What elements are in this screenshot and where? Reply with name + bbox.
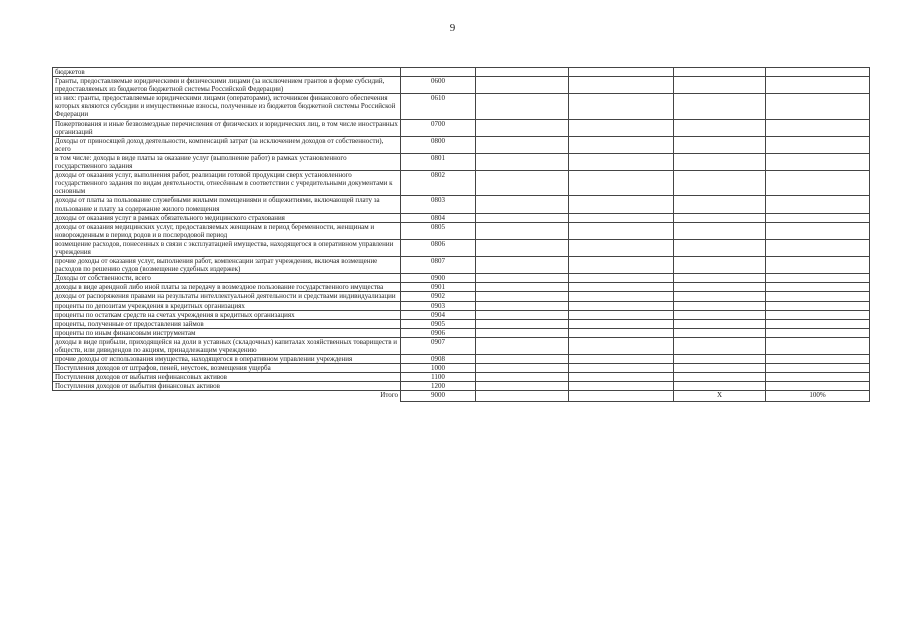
row-cell-d [766, 222, 870, 239]
row-cell-a [476, 328, 569, 337]
row-cell-a [476, 153, 569, 170]
table-row [53, 319, 870, 328]
row-code: 0800 [401, 136, 476, 153]
row-name: Поступления доходов от выбытия финансовых активов [53, 382, 401, 391]
total-code: 9000 [401, 391, 476, 402]
row-cell-c [674, 355, 766, 364]
table-row [53, 196, 870, 213]
row-code: 0902 [401, 292, 476, 301]
row-cell-c [674, 328, 766, 337]
row-cell-b [569, 257, 674, 274]
row-cell-a [476, 283, 569, 292]
table-row [53, 213, 870, 222]
row-cell-b [569, 301, 674, 310]
row-name: доходы в виде арендной либо иной платы за передачу в возмездное пользование государственного имущества [53, 283, 401, 292]
row-cell-a [476, 239, 569, 256]
row-name: Гранты, предоставляемые юридическими и физическими лицами (за исключением грантов в форме субсидий, предоставляемых из бюджетов бюджетной системы Российской Федерации) [53, 77, 401, 94]
row-cell-c [674, 153, 766, 170]
row-cell-a [476, 355, 569, 364]
row-cell-d [766, 337, 870, 354]
row-cell-c [674, 119, 766, 136]
row-cell-c [674, 364, 766, 373]
row-cell-d [766, 373, 870, 382]
row-name: Пожертвования и иные безвозмездные перечисления от физических и юридических лиц, в том числе иностранных организаций [53, 119, 401, 136]
table-row [53, 239, 870, 256]
row-name: доходы от распоряжения правами на результаты интеллектуальной деятельности и средствами индивидуализации [53, 292, 401, 301]
table-row [53, 136, 870, 153]
row-cell-b [569, 119, 674, 136]
row-cell-b [569, 283, 674, 292]
table-row [53, 382, 870, 391]
row-cell-d [766, 310, 870, 319]
row-name: доходы в виде прибыли, приходящейся на доли в уставных (складочных) капиталах хозяйственных товариществ и обществ, или дивидендов по акциям, принадлежащим учреждению [53, 337, 401, 354]
row-cell-d [766, 136, 870, 153]
row-name: доходы от оказания услуг, выполнения работ, реализации готовой продукции сверх установленного государственного задания по видам деятельности, отнесённым в соответствии с учредительными документами к основным [53, 171, 401, 196]
row-code: 1000 [401, 364, 476, 373]
table-row [53, 310, 870, 319]
row-code: 0803 [401, 196, 476, 213]
row-cell-a [476, 373, 569, 382]
row-name: проценты по иным финансовым инструментам [53, 328, 401, 337]
row-cell-d [766, 355, 870, 364]
row-name: в том числе: доходы в виде платы за оказание услуг (выполнение работ) в рамках установленного государственного задания [53, 153, 401, 170]
table-row [53, 355, 870, 364]
table-body [53, 68, 870, 391]
row-cell-c [674, 77, 766, 94]
row-code: 1100 [401, 373, 476, 382]
row-cell-d [766, 239, 870, 256]
row-cell-c [674, 257, 766, 274]
row-name: из них: гранты, предоставляемые юридическими лицами (операторами), источником финансового обеспечения которых являются субсидии и имущественные взносы, полученные из бюджетов бюджетной системы Российской Федерации [53, 94, 401, 119]
row-code: 0904 [401, 310, 476, 319]
row-cell-a [476, 337, 569, 354]
table-row [53, 337, 870, 354]
row-name: проценты по депозитам учреждения в кредитных организациях [53, 301, 401, 310]
row-cell-c [674, 292, 766, 301]
row-cell-a [476, 77, 569, 94]
row-cell-c [674, 283, 766, 292]
total-row [53, 391, 870, 402]
row-cell-c [674, 222, 766, 239]
row-cell-c [674, 301, 766, 310]
table-row [53, 222, 870, 239]
row-name: Поступления доходов от штрафов, пеней, неустоек, возмещения ущерба [53, 364, 401, 373]
row-code: 0610 [401, 94, 476, 119]
row-cell-d [766, 382, 870, 391]
row-code: 0903 [401, 301, 476, 310]
row-cell-c [674, 239, 766, 256]
row-cell-b [569, 355, 674, 364]
row-name: Доходы от приносящей доход деятельности, компенсаций затрат (за исключением доходов от собственности), всего [53, 136, 401, 153]
row-cell-c [674, 274, 766, 283]
row-code: 0805 [401, 222, 476, 239]
row-code: 0600 [401, 77, 476, 94]
row-cell-a [476, 382, 569, 391]
table-row [53, 301, 870, 310]
table-row [53, 77, 870, 94]
row-cell-a [476, 119, 569, 136]
row-name: прочие доходы от оказания услуг, выполнения работ, компенсации затрат учреждения, включая возмещение расходов по решению судов (возмещение судебных издержек) [53, 257, 401, 274]
total-cell-d: 100% [766, 391, 870, 402]
row-cell-c [674, 382, 766, 391]
row-cell-c [674, 136, 766, 153]
row-cell-d [766, 68, 870, 77]
table-row [53, 68, 870, 77]
row-name: доходы от платы за пользование служебными жилыми помещениями и общежитиями, включающей плату за пользование и плату за содержание жилого помещения [53, 196, 401, 213]
row-cell-a [476, 171, 569, 196]
row-name: доходы от оказания медицинских услуг, предоставляемых женщинам в период беременности, женщинам и новорожденным в период родов и в послеродовой период [53, 222, 401, 239]
row-code: 0901 [401, 283, 476, 292]
row-cell-b [569, 153, 674, 170]
total-cell-c: X [674, 391, 766, 402]
row-cell-d [766, 77, 870, 94]
total-label: Итого [53, 391, 401, 402]
row-cell-a [476, 292, 569, 301]
row-cell-b [569, 319, 674, 328]
row-cell-a [476, 136, 569, 153]
row-name: проценты по остаткам средств на счетах учреждения в кредитных организациях [53, 310, 401, 319]
row-cell-c [674, 171, 766, 196]
row-name: Поступления доходов от выбытия нефинансовых активов [53, 373, 401, 382]
row-cell-b [569, 222, 674, 239]
row-cell-b [569, 239, 674, 256]
row-name: доходы от оказания услуг в рамках обязательного медицинского страхования [53, 213, 401, 222]
row-cell-a [476, 213, 569, 222]
row-cell-d [766, 153, 870, 170]
row-code: 0806 [401, 239, 476, 256]
table-row [53, 364, 870, 373]
row-name: возмещение расходов, понесенных в связи с эксплуатацией имущества, находящегося в оперативном управлении учреждения [53, 239, 401, 256]
row-cell-d [766, 171, 870, 196]
row-cell-c [674, 68, 766, 77]
row-cell-b [569, 328, 674, 337]
row-code: 0907 [401, 337, 476, 354]
row-cell-d [766, 119, 870, 136]
row-code: 0905 [401, 319, 476, 328]
row-cell-a [476, 68, 569, 77]
row-cell-a [476, 274, 569, 283]
row-cell-b [569, 310, 674, 319]
table-row [53, 274, 870, 283]
row-cell-b [569, 337, 674, 354]
row-code: 0700 [401, 119, 476, 136]
total-cell-a [476, 391, 569, 402]
row-name: бюджетов [53, 68, 401, 77]
row-cell-a [476, 196, 569, 213]
row-code: 0801 [401, 153, 476, 170]
row-cell-a [476, 364, 569, 373]
row-code: 0802 [401, 171, 476, 196]
row-cell-b [569, 373, 674, 382]
row-cell-a [476, 310, 569, 319]
row-code: 1200 [401, 382, 476, 391]
row-cell-a [476, 301, 569, 310]
table-row [53, 94, 870, 119]
table-row [53, 283, 870, 292]
table-row [53, 328, 870, 337]
row-cell-d [766, 301, 870, 310]
row-cell-c [674, 310, 766, 319]
row-cell-b [569, 364, 674, 373]
row-cell-d [766, 319, 870, 328]
table-row [53, 373, 870, 382]
row-cell-c [674, 213, 766, 222]
row-cell-b [569, 196, 674, 213]
row-code: 0900 [401, 274, 476, 283]
row-cell-b [569, 292, 674, 301]
row-cell-b [569, 382, 674, 391]
row-cell-b [569, 94, 674, 119]
row-cell-d [766, 328, 870, 337]
table-row [53, 153, 870, 170]
row-cell-a [476, 222, 569, 239]
row-name: прочие доходы от использования имущества, находящегося в оперативном управлении учреждения [53, 355, 401, 364]
row-cell-c [674, 373, 766, 382]
row-cell-d [766, 94, 870, 119]
row-cell-b [569, 77, 674, 94]
row-code: 0807 [401, 257, 476, 274]
row-cell-a [476, 257, 569, 274]
row-cell-c [674, 337, 766, 354]
table-row [53, 257, 870, 274]
row-cell-a [476, 94, 569, 119]
row-cell-d [766, 274, 870, 283]
total-cell-b [569, 391, 674, 402]
row-cell-d [766, 364, 870, 373]
row-name: Доходы от собственности, всего [53, 274, 401, 283]
row-code: 0804 [401, 213, 476, 222]
row-cell-b [569, 274, 674, 283]
row-cell-c [674, 94, 766, 119]
row-cell-a [476, 319, 569, 328]
table-row [53, 292, 870, 301]
row-cell-d [766, 257, 870, 274]
row-name: проценты, полученные от предоставления займов [53, 319, 401, 328]
row-cell-b [569, 136, 674, 153]
row-code [401, 68, 476, 77]
table-row [53, 119, 870, 136]
row-cell-c [674, 319, 766, 328]
row-cell-d [766, 283, 870, 292]
row-cell-b [569, 68, 674, 77]
row-code: 0906 [401, 328, 476, 337]
income-table [52, 67, 870, 402]
page-number: 9 [449, 22, 456, 34]
row-cell-d [766, 213, 870, 222]
table-row [53, 171, 870, 196]
row-cell-b [569, 171, 674, 196]
row-cell-c [674, 196, 766, 213]
row-cell-d [766, 292, 870, 301]
row-cell-d [766, 196, 870, 213]
row-cell-b [569, 213, 674, 222]
row-code: 0908 [401, 355, 476, 364]
